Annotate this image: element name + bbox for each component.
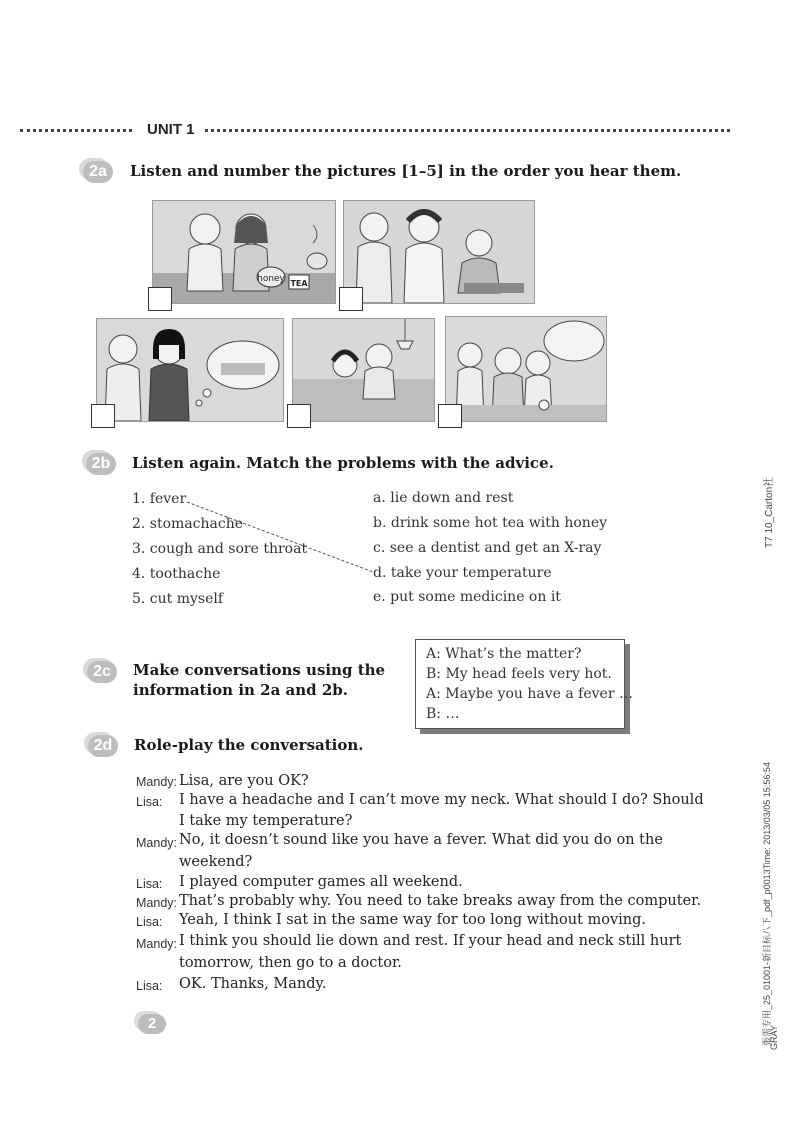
page-number: 2 — [138, 1014, 166, 1034]
instruction-2d: Role-play the conversation. — [134, 736, 364, 754]
dialogue-line: Yeah, I think I sat in the same way for too long without moving. — [179, 912, 647, 928]
speaker-mandy: Mandy: — [136, 836, 177, 850]
advice-a: a. lie down and rest — [373, 490, 514, 506]
speaker-lisa: Lisa: — [136, 915, 163, 929]
number-box-3[interactable] — [91, 404, 115, 428]
honey-jar-label: honey — [257, 274, 285, 284]
example-line-3: A: Maybe you have a fever … — [426, 686, 633, 702]
problem-1: 1. fever — [132, 491, 187, 507]
example-conversation-box — [415, 639, 633, 729]
example-line-2: B: My head feels very hot. — [426, 666, 612, 682]
dialogue-line: weekend? — [179, 854, 253, 870]
advice-e: e. put some medicine on it — [373, 589, 561, 605]
picture-4-drawing — [293, 319, 434, 421]
picture-3-drawing — [97, 319, 283, 421]
match-line — [185, 500, 375, 575]
advice-d: d. take your temperature — [373, 565, 552, 581]
speaker-lisa: Lisa: — [136, 979, 163, 993]
instruction-2c-line2: information in 2a and 2b. — [133, 681, 349, 699]
advice-c: c. see a dentist and get an X-ray — [373, 540, 602, 556]
number-box-5[interactable] — [438, 404, 462, 428]
picture-2-stomachache — [343, 200, 535, 304]
dialogue-line: OK. Thanks, Mandy. — [179, 976, 327, 992]
picture-4-in-bed — [292, 318, 435, 422]
instruction-2a: Listen and number the pictures [1–5] in the order you hear them. — [130, 162, 682, 180]
speaker-lisa: Lisa: — [136, 877, 163, 891]
problem-4: 4. toothache — [132, 566, 221, 582]
dialogue-line: I think you should lie down and rest. If your head and neck still hurt — [179, 933, 682, 949]
badge-2c: 2c — [87, 661, 117, 683]
badge-2b: 2b — [86, 453, 116, 475]
dialogue-line: I have a headache and I can’t move my neck. What should I do? Should — [179, 792, 704, 808]
dialogue-line: Lisa, are you OK? — [179, 773, 309, 789]
speaker-mandy: Mandy: — [136, 896, 177, 910]
tea-box-label: TEA — [290, 279, 308, 288]
picture-1-drawing — [153, 201, 335, 303]
margin-label-top: T7 10_Carton社 — [764, 476, 775, 548]
picture-2-drawing — [344, 201, 534, 303]
number-box-4[interactable] — [287, 404, 311, 428]
speaker-lisa: Lisa: — [136, 795, 163, 809]
speaker-mandy: Mandy: — [136, 775, 177, 789]
unit-label: UNIT 1 — [147, 121, 195, 138]
dialogue-line: tomorrow, then go to a doctor. — [179, 955, 402, 971]
header-dots-left — [20, 129, 132, 132]
picture-5-cut — [445, 316, 607, 422]
dialogue-line: That’s probably why. You need to take breaks away from the computer. — [179, 893, 702, 909]
speaker-mandy: Mandy: — [136, 937, 177, 951]
instruction-2b: Listen again. Match the problems with the advice. — [132, 454, 554, 472]
number-box-2[interactable] — [339, 287, 363, 311]
dialogue-line: I played computer games all weekend. — [179, 874, 463, 890]
advice-b: b. drink some hot tea with honey — [373, 515, 608, 531]
picture-1-tea-honey — [152, 200, 336, 304]
margin-label-middle: 張需专用_25_01001-新目标八下_pdf_p0013Time: 2013/03/05 15:56:54 — [762, 762, 772, 1046]
instruction-2c-line1: Make conversations using the — [133, 661, 386, 679]
picture-5-drawing — [446, 317, 606, 421]
problem-2: 2. stomachache — [132, 516, 244, 532]
problem-5: 5. cut myself — [132, 591, 224, 607]
badge-2a: 2a — [83, 161, 113, 183]
picture-3-tired — [96, 318, 284, 422]
dialogue-line: I take my temperature? — [179, 813, 353, 829]
example-line-1: A: What’s the matter? — [426, 646, 582, 662]
margin-label-bottom: GRAY — [769, 1025, 779, 1050]
example-line-4: B: … — [426, 706, 460, 722]
dialogue-line: No, it doesn’t sound like you have a fever. What did you do on the — [179, 832, 663, 848]
problem-3: 3. cough and sore throat — [132, 541, 308, 557]
header-dots-right — [205, 129, 730, 132]
number-box-1[interactable] — [148, 287, 172, 311]
badge-2d: 2d — [88, 735, 118, 757]
